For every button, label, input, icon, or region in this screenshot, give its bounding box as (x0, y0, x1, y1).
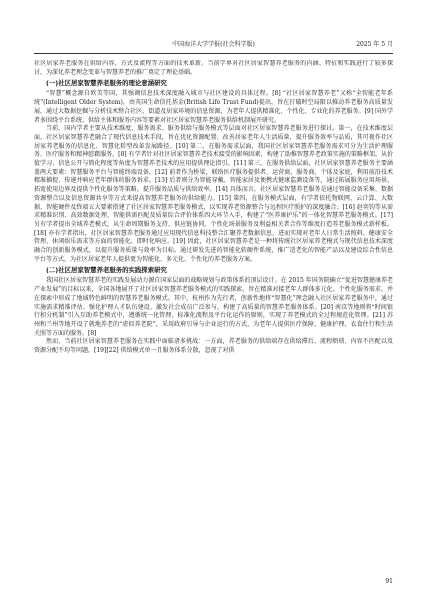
issue-date: 2025 年 5 月 (356, 41, 393, 48)
section-heading: (二)社区居家智慧养老服务的实践探索研究 (46, 266, 167, 275)
paragraph: “智慧”概念源自欧美等国，其强调信息技术深度融入城市与社区建设的具体过程。[8] “社区居家智慧养老”又称“全智能老年系统”(Intelligent Older System)，由英国生命信托基金(British Life Trust Fund)提出，旨在打破时空局限以推动养老服务高质量发展，通过大数据挖掘与分析技术整合社区、街道及居家环境的信息资源，为老年人提供精准化、个性化、专业化的养老服务。[9] 国外学者多围绕平台系统、供给主体和服务内容等要素对社区居家智慧养老服务供给机制展开研究。 (34, 90, 393, 124)
running-header (34, 40, 393, 50)
section-heading: (一)社区居家智慧养老服务的理论意涵研究 (46, 79, 167, 88)
paragraph: 我国社区居家智慧养老的实践发展动力源自国家层面的战略规划与政策体系的顶层设计。在 2015 年国务院确立“促进智慧健康养老产业发展”的目标以来，全国各地展开了社区居家智慧养老服务模式的实践探索，旨在精准对接老年人群体多元化、个性化服务需求，并在探索中形成了地域特色鲜明的智慧养老服务模式。其中，杭州作为先行者，创新性地将“智慧化”理念融入社区居家养老服务中，通过实施需求精准评估、强化护理人才队伍建设、激发社会成员广泛参与，构建了高质量的智慧养老服务体系。[20] 南京等地则将“时间银行积分机制”引入互助养老模式中，遵循统一化管理、标准化流程及平台化运作的原则，实现了养老模式的全过程规范化管理。[21] 苏州和兰州等地开设了就地养老的“虚拟养老院”，采用政府引导与企业运行的方式，为老年人提供医疗保障、健康护理、衣食住行和生活关照等方面的服务。[8] (34, 277, 393, 337)
journal-title: 中国海洋大学学报(社会科学版) (172, 41, 255, 48)
header-rule (34, 53, 393, 54)
article-body (34, 60, 393, 573)
page-number: 91 (385, 578, 393, 585)
paragraph: 社区居家养老服务在供给内容、方式及流程等方面的技术革新。当前学界对社区居家智慧养老服务的内涵、特征和实践进行了较多探讨，为深化养老理念变革与智慧养老的推广奠定了理论基础。 (34, 60, 393, 76)
paragraph: 然而，当前社区居家智慧养老服务在实践中面临诸多挑战：一方面，养老服务的供给端存在供给滞后、流程烦琐、内容不匹配以及资源分配不均等问题，[19][22] 供给模式单一且服务体系分散，忽视了对供 (34, 338, 393, 355)
paragraph: 当前，国内学者主要从技术维度、服务需求、服务供给与服务模式等层面对社区居家智慧养老服务进行探讨。第一，在技术维度层面，社区居家智慧养老融合了现代信息技术手段，旨在优化资源配置、改善居家老年人生活质量，提升服务效率与品质，其可视作社区居家养老服务的信息化、智慧化转型改革发展路径。[10] 第二，在服务需求层面，我国社区居家智慧养老服务需求可分为生活护理服务、医疗服务和精神慰藉服务，[8] 有学者针对社区居家智慧养老技术接受的影响因素，构建了助推智慧养老政策实施的策略框架，从价值学习、信息公开与简化程度等角度为智慧养老技术的应用提供理论指引。[11] 第三，在服务供给层面，社区居家智慧养老服务主要涵盖两大要素：智慧服务平台与智能终端设备，[12] 前者作为桥梁，联络医疗服务提供者、运营商、服务商、个体及家庭，利用前沿技术精准捕捉、传递并响应老年群体的服务诉求。[13] 后者则分为智能穿戴、智能家居及便携式健康监测设备等，通过拓展服务应用场景、拓宽使用边界及提供个性化服务等策略，提升服务品质与供给效率。[14] 具体而言，社区居家智慧养老服务是通过智能设备采集、数据资源整合以及信息资源共享等方式来提高智慧养老服务的供给能力。[15] 第四，在服务模式层面，有学者依托物联网、云计算、大数据、智能硬件及终端五大要素搭建了社区居家智慧养老服务模式，以实现养老资源整合与远程医疗照护的深度融合；[16] 赵奕钧等从需求精准识别、高效数据处理、智能供需匹配及质量综合评价体系四大环节入手，构建了“医养康护乐”的一体化智慧养老服务模式。[17] 另有学者提出全域养老模式，从生命周期服务支持、供应链协同、个性化场景服务及利益相关者合作等维度打造养老服务模式新样板。[18] 亦有学者指出，社区居家智慧养老服务通过应用现代信息科技整合汇聚养老数据信息，进而实现对老年人日常生活照料、健康安全管理、休闲娱乐需求等方面的智能化、即时化响应。[19] 因此，社区居家智慧养老是一种将传统社区居家养老模式与现代信息技术深度融合的创新服务模式，以提升服务质量与效率为目标。通过研发先进的智能化软硬件系统，推广适老化的智能产品以及建设综合性信息平台等方式，为社区居家老年人提供更为智能化、多元化、个性化的养老服务方案。 (34, 125, 393, 263)
